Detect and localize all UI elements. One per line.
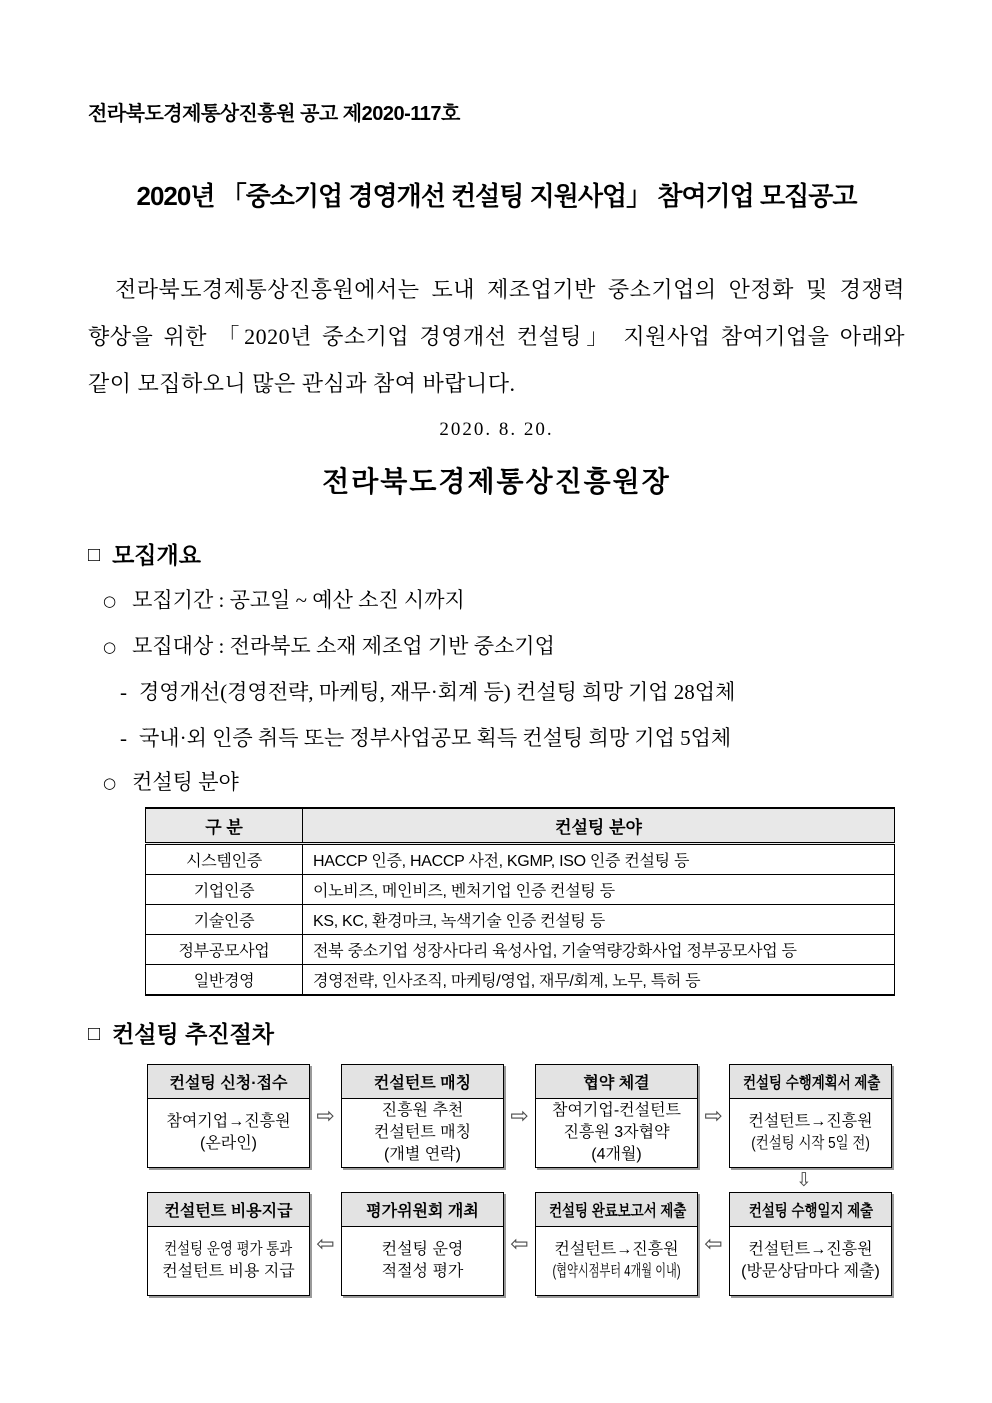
- overview-subitem-1-text: 경영개선(경영전략, 마케팅, 재무·회계 등) 컨설팅 희망 기업 28업체: [139, 680, 736, 704]
- overview-subitem-2-text: 국내·외 인증 취득 또는 정부사업공모 획득 컨설팅 희망 기업 5업체: [139, 726, 732, 750]
- process-step-plan-submit: [729, 1064, 892, 1168]
- process-step-final-report: [535, 1192, 698, 1296]
- step-body-line: (온라인): [199, 1135, 258, 1152]
- process-step-agreement: [535, 1064, 698, 1168]
- process-step-apply: [147, 1064, 310, 1168]
- overview-item-period-text: 모집기간 : 공고일 ~ 예산 소진 시까지: [132, 588, 465, 612]
- step-title: 컨설턴트 매칭: [342, 1065, 503, 1099]
- step-body-line: 적절성 평가: [381, 1263, 464, 1280]
- step-body-line: 컨설팅 운영 평가 통과: [164, 1241, 293, 1258]
- process-flow: [147, 1064, 892, 1296]
- arrow-right-icon: ⇨: [510, 1103, 529, 1129]
- overview-subitem-1: [88, 679, 905, 705]
- step-body-line: 참여기업→진흥원: [166, 1113, 291, 1130]
- process-step-log-submit: [729, 1192, 892, 1296]
- process-step-payment: [147, 1192, 310, 1296]
- process-step-matching: [341, 1064, 504, 1168]
- flow-connector-row: [147, 1168, 892, 1192]
- dash-bullet-icon: -: [120, 726, 127, 750]
- table-cell-fields: 경영전략, 인사조직, 마케팅/영업, 재무/회계, 노무, 특허 등: [303, 965, 895, 996]
- step-body-line: (4개월): [591, 1146, 642, 1163]
- table-cell-category: 기술인증: [146, 905, 303, 935]
- section-process-label: 컨설팅 추진절차: [112, 1021, 275, 1047]
- table-row: [146, 935, 895, 965]
- doc-number: 전라북도경제통상진흥원 공고 제2020-117호: [88, 103, 460, 125]
- step-body-line: (개별 연락): [384, 1146, 461, 1163]
- step-body-line: 컨설턴트 매칭: [373, 1124, 472, 1141]
- table-cell-fields: 이노비즈, 메인비즈, 벤처기업 인증 컨설팅 등: [303, 875, 895, 905]
- step-body-line: 진흥원 3자협약: [563, 1124, 670, 1141]
- table-header-fields: 컨설팅 분야: [303, 808, 895, 844]
- step-body: [730, 1227, 891, 1295]
- arrow-right-icon: ⇨: [316, 1103, 335, 1129]
- flow-row-2: [147, 1192, 892, 1296]
- step-body-line: 컨설턴트→진흥원: [748, 1113, 873, 1130]
- step-title: 컨설턴트 비용지급: [148, 1193, 309, 1227]
- step-body-line: (협약시점부터 4개월 이내): [552, 1263, 681, 1280]
- arrow-left-icon: ⇦: [316, 1231, 335, 1257]
- step-body: [148, 1227, 309, 1295]
- page-title: 2020년 「중소기업 경영개선 컨설팅 지원사업」 참여기업 모집공고: [136, 181, 857, 211]
- square-bullet-icon: □: [88, 1023, 101, 1045]
- circle-bullet-icon: ○: [103, 638, 117, 656]
- table-cell-category: 시스템인증: [146, 844, 303, 875]
- flow-row-1: [147, 1064, 892, 1168]
- step-body-line: 컨설턴트→진흥원: [554, 1241, 679, 1258]
- table-row: [146, 905, 895, 935]
- dash-bullet-icon: -: [120, 680, 127, 704]
- table-cell-fields: 전북 중소기업 성장사다리 육성사업, 기술역량강화사업 정부공모사업 등: [303, 935, 895, 965]
- step-body: [536, 1099, 697, 1167]
- arrow-down-icon: ⇩: [796, 1169, 812, 1191]
- table-header-row: [146, 808, 895, 844]
- table-cell-fields: HACCP 인증, HACCP 사전, KGMP, ISO 인증 컨설팅 등: [303, 844, 895, 875]
- arrow-left-icon: ⇦: [510, 1231, 529, 1257]
- step-body-line: (방문상담마다 제출): [741, 1263, 880, 1280]
- step-body: [536, 1227, 697, 1295]
- overview-item-target-text: 모집대상 : 전라북도 소재 제조업 기반 중소기업: [132, 634, 555, 658]
- issuer-name: 전라북도경제통상진흥원장: [322, 466, 671, 497]
- step-body-line: 컨설턴트→진흥원: [748, 1241, 873, 1258]
- section-overview-label: 모집개요: [112, 542, 201, 568]
- overview-item-fields-text: 컨설팅 분야: [132, 770, 239, 794]
- overview-item-period: [88, 587, 905, 613]
- table-row: [146, 965, 895, 996]
- overview-subitem-2: [88, 725, 905, 751]
- step-title: 컨설팅 수행계획서 제출: [730, 1065, 891, 1099]
- square-bullet-icon: □: [88, 544, 101, 566]
- step-body-line: 컨설턴트 비용 지급: [162, 1263, 295, 1280]
- table-cell-fields: KS, KC, 환경마크, 녹색기술 인증 컨설팅 등: [303, 905, 895, 935]
- step-title: 협약 체결: [536, 1065, 697, 1099]
- table-cell-category: 일반경영: [146, 965, 303, 996]
- overview-item-fields: [88, 769, 905, 795]
- table-header-category: 구 분: [146, 808, 303, 844]
- step-title: 컨설팅 신청·접수: [148, 1065, 309, 1099]
- circle-bullet-icon: ○: [103, 592, 117, 610]
- circle-bullet-icon: ○: [103, 774, 117, 792]
- step-title: 컨설팅 수행일지 제출: [730, 1193, 891, 1227]
- arrow-left-icon: ⇦: [704, 1231, 723, 1257]
- step-body: [342, 1227, 503, 1295]
- step-body: [342, 1099, 503, 1167]
- step-title: 컨설팅 완료보고서 제출: [536, 1193, 697, 1227]
- intro-paragraph: 전라북도경제통상진흥원에서는 도내 제조업기반 중소기업의 안정화 및 경쟁력 향상을 위한 「2020년 중소기업 경영개선 컨설팅」 지원사업 참여기업을 아래와 같이 모집하오니 많은 관심과 참여 바랍니다.: [88, 277, 905, 396]
- step-body-line: 참여기업-컨설턴트: [552, 1102, 681, 1119]
- table-cell-category: 정부공모사업: [146, 935, 303, 965]
- announcement-date: 2020. 8. 20.: [439, 419, 554, 440]
- step-body-line: 진흥원 추천: [381, 1102, 464, 1119]
- step-body: [148, 1099, 309, 1167]
- process-step-evaluation: [341, 1192, 504, 1296]
- step-body-line: (컨설팅 시작 5일 전): [751, 1135, 870, 1152]
- step-body-line: 컨설팅 운영: [381, 1241, 464, 1258]
- step-body: [730, 1099, 891, 1167]
- step-title: 평가위원회 개최: [342, 1193, 503, 1227]
- table-row: [146, 844, 895, 875]
- overview-item-target: [88, 633, 905, 659]
- table-cell-category: 기업인증: [146, 875, 303, 905]
- arrow-right-icon: ⇨: [704, 1103, 723, 1129]
- consulting-fields-table: [145, 807, 895, 996]
- table-row: [146, 875, 895, 905]
- section-process-heading: [88, 1020, 905, 1048]
- section-overview-heading: [88, 541, 905, 569]
